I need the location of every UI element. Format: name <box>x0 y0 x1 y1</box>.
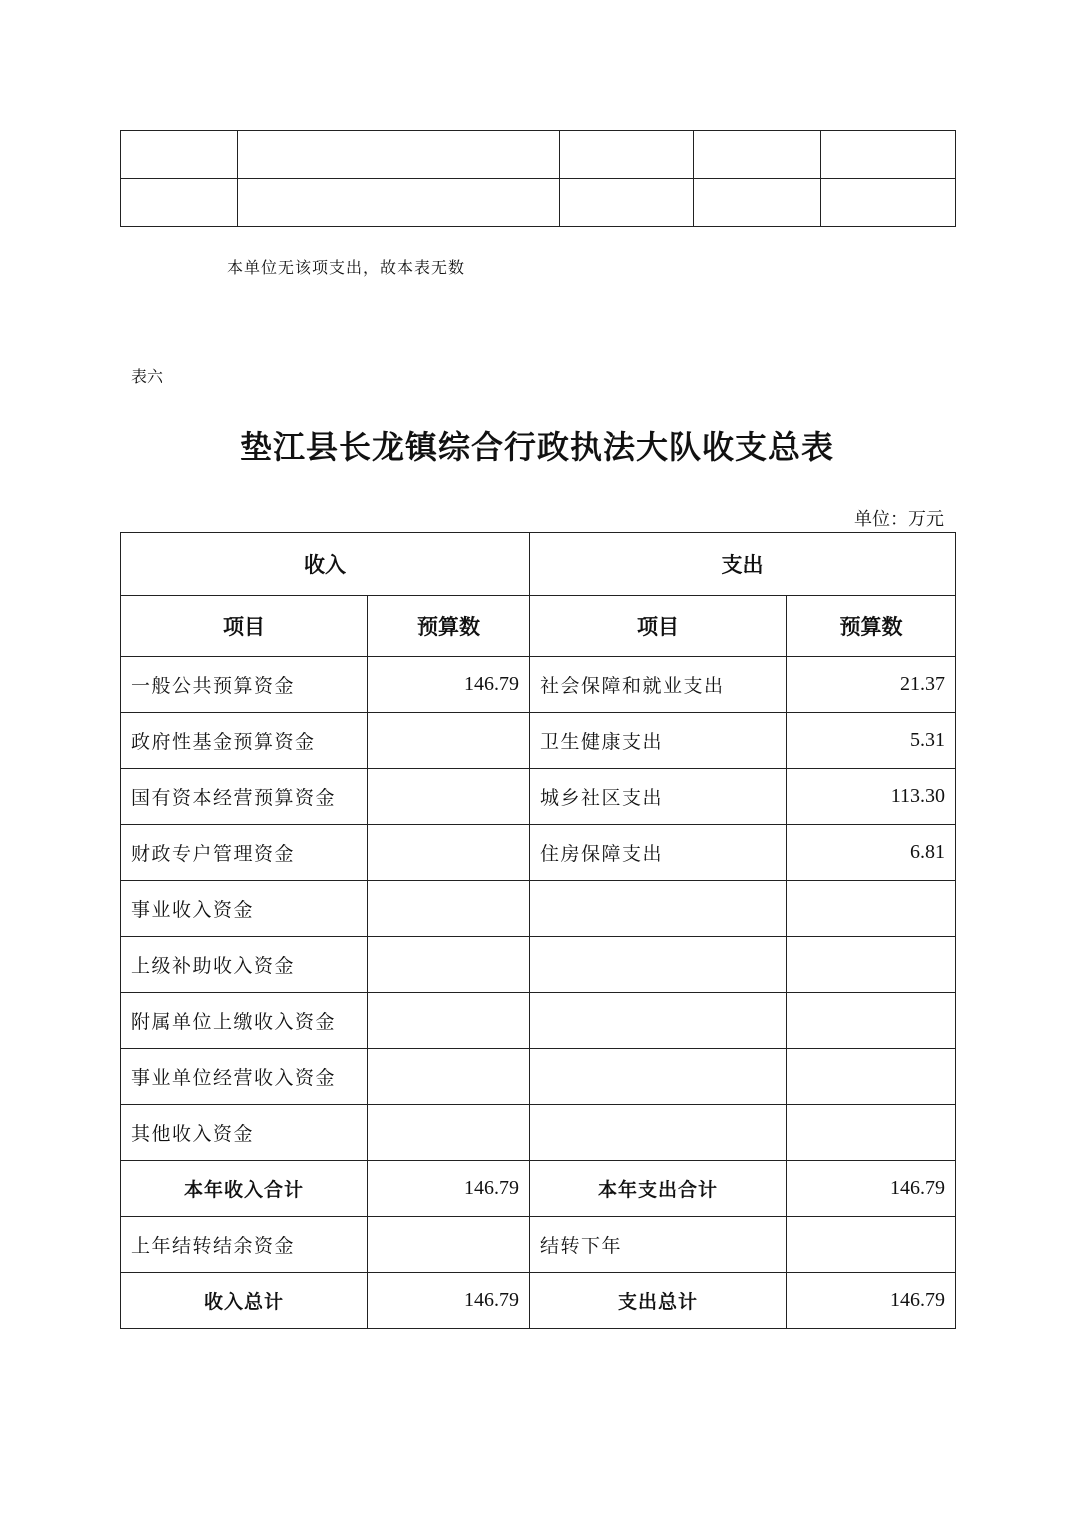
year-expense-total-label: 本年支出合计 <box>530 1161 787 1217</box>
expense-value-cell <box>787 1105 956 1161</box>
carry-expense-label: 结转下年 <box>530 1217 787 1273</box>
carry-over-row <box>121 1217 956 1273</box>
expense-value-cell: 6.81 <box>787 825 956 881</box>
income-budget-header: 预算数 <box>368 596 530 657</box>
income-value-cell <box>368 937 530 993</box>
previous-empty-table <box>120 130 956 227</box>
empty-cell <box>121 131 238 179</box>
empty-cell <box>694 179 821 227</box>
carry-expense-value <box>787 1217 956 1273</box>
grand-income-total-value: 146.79 <box>368 1273 530 1329</box>
empty-cell <box>694 131 821 179</box>
expense-item-header: 项目 <box>530 596 787 657</box>
expense-value-cell <box>787 993 956 1049</box>
grand-expense-total-value: 146.79 <box>787 1273 956 1329</box>
table-row <box>121 769 956 825</box>
income-item-cell: 国有资本经营预算资金 <box>121 769 368 825</box>
empty-cell <box>560 179 694 227</box>
expense-value-cell <box>787 937 956 993</box>
income-item-cell: 上级补助收入资金 <box>121 937 368 993</box>
empty-cell <box>238 131 560 179</box>
income-value-cell <box>368 1049 530 1105</box>
expense-value-cell <box>787 1049 956 1105</box>
income-header: 收入 <box>121 533 530 596</box>
income-item-cell: 一般公共预算资金 <box>121 657 368 713</box>
expense-item-cell <box>530 881 787 937</box>
expense-item-cell: 城乡社区支出 <box>530 769 787 825</box>
carry-income-value <box>368 1217 530 1273</box>
year-total-row <box>121 1161 956 1217</box>
table-row <box>121 993 956 1049</box>
carry-income-label: 上年结转结余资金 <box>121 1217 368 1273</box>
empty-cell <box>821 179 956 227</box>
empty-cell <box>238 179 560 227</box>
table-row <box>121 131 956 179</box>
income-value-cell <box>368 769 530 825</box>
expense-item-cell <box>530 993 787 1049</box>
grand-total-row <box>121 1273 956 1329</box>
table-header-row <box>121 533 956 596</box>
income-item-cell: 附属单位上缴收入资金 <box>121 993 368 1049</box>
income-value-cell <box>368 825 530 881</box>
income-value-cell: 146.79 <box>368 657 530 713</box>
year-expense-total-value: 146.79 <box>787 1161 956 1217</box>
income-value-cell <box>368 881 530 937</box>
expense-value-cell: 5.31 <box>787 713 956 769</box>
income-item-cell: 事业收入资金 <box>121 881 368 937</box>
income-value-cell <box>368 713 530 769</box>
table-row <box>121 1105 956 1161</box>
grand-income-total-label: 收入总计 <box>121 1273 368 1329</box>
unit-label: 单位：万元 <box>854 509 944 530</box>
income-item-cell: 其他收入资金 <box>121 1105 368 1161</box>
income-item-header: 项目 <box>121 596 368 657</box>
table-number: 表六 <box>131 367 164 386</box>
table-row <box>121 1049 956 1105</box>
year-income-total-label: 本年收入合计 <box>121 1161 368 1217</box>
expense-item-cell <box>530 937 787 993</box>
empty-cell <box>560 131 694 179</box>
table-row <box>121 657 956 713</box>
expense-item-cell <box>530 1105 787 1161</box>
table-row <box>121 881 956 937</box>
income-expense-summary-table <box>120 532 956 1329</box>
grand-expense-total-label: 支出总计 <box>530 1273 787 1329</box>
expense-value-cell: 21.37 <box>787 657 956 713</box>
empty-cell <box>821 131 956 179</box>
expense-item-cell: 住房保障支出 <box>530 825 787 881</box>
table-row <box>121 937 956 993</box>
empty-cell <box>121 179 238 227</box>
expense-item-cell: 卫生健康支出 <box>530 713 787 769</box>
income-item-cell: 政府性基金预算资金 <box>121 713 368 769</box>
page-title: 垫江县长龙镇综合行政执法大队收支总表 <box>239 428 834 466</box>
table-row <box>121 713 956 769</box>
income-item-cell: 事业单位经营收入资金 <box>121 1049 368 1105</box>
expense-item-cell <box>530 1049 787 1105</box>
expense-value-cell <box>787 881 956 937</box>
income-value-cell <box>368 993 530 1049</box>
income-item-cell: 财政专户管理资金 <box>121 825 368 881</box>
table-row <box>121 179 956 227</box>
year-income-total-value: 146.79 <box>368 1161 530 1217</box>
expense-budget-header: 预算数 <box>787 596 956 657</box>
no-data-note: 本单位无该项支出，故本表无数 <box>227 258 466 277</box>
expense-value-cell: 113.30 <box>787 769 956 825</box>
table-body <box>121 657 956 1161</box>
income-value-cell <box>368 1105 530 1161</box>
expense-header: 支出 <box>530 533 956 596</box>
expense-item-cell: 社会保障和就业支出 <box>530 657 787 713</box>
table-subheader-row <box>121 596 956 657</box>
table-row <box>121 825 956 881</box>
